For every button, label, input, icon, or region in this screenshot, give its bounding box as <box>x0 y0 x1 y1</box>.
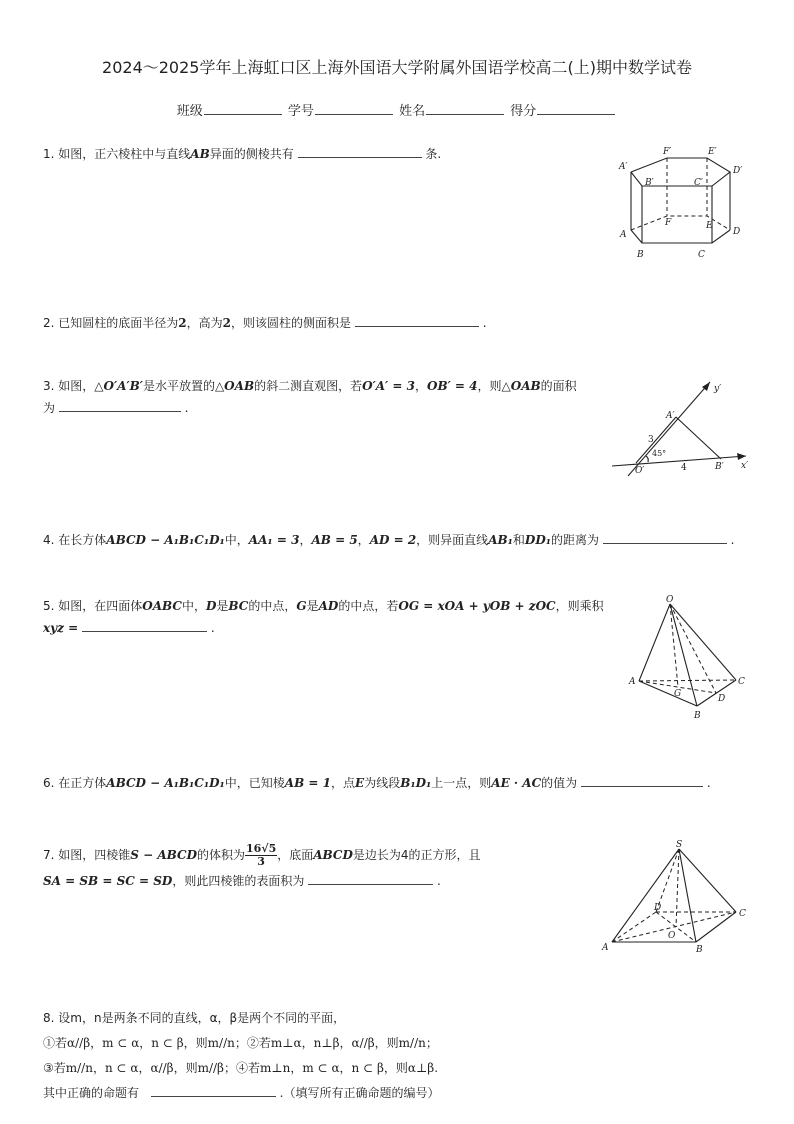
label-b-prime: B′ <box>645 178 654 188</box>
answer-blank-4[interactable] <box>603 531 727 544</box>
class-label: 班级 <box>176 104 203 119</box>
question-3: 3. 如图，△O′A′B′是水平放置的△OAB的斜二测直观图，若O′A′ = 3，OB′ = 4，则△OAB的面积 为 . <box>43 379 577 415</box>
label-c-q7: C <box>739 909 746 919</box>
label-angle-45: 45° <box>652 449 667 458</box>
question-8: 8. 设m，n是两条不同的直线，α，β是两个不同的平面， ①若α//β，m ⊂ α，n ⊂ β，则m//n；②若m⊥α，n⊥β，α//β，则m//n； ③若m//n，n ⊂ α，α//β，则m//β；④若m⊥n，m ⊂ α，n ⊂ β，则α⊥β. 其中正确的命题有 .（填写所有正确命题的编号） <box>43 1011 440 1100</box>
answer-blank-1[interactable] <box>298 145 422 158</box>
label-a: A <box>620 230 627 240</box>
question-4: 4. 在长方体ABCD − A₁B₁C₁D₁中，AA₁ = 3，AB = 5，AD = 2，则异面直线AB₁和DD₁的距离为 . <box>43 533 735 547</box>
label-c-prime: C′ <box>694 178 703 188</box>
answer-blank-6[interactable] <box>581 774 703 787</box>
score-field[interactable] <box>537 102 615 115</box>
tetrahedron-figure <box>626 593 756 725</box>
label-d-q5: D <box>718 694 726 704</box>
question-5: 5. 如图，在四面体OABC中，D是BC的中点，G是AD的中点，若OG = xOA + yOB + zOC，则乘积 xyz = . <box>43 599 604 635</box>
label-f-prime: F′ <box>663 147 672 157</box>
name-label: 姓名 <box>399 104 426 119</box>
answer-blank-8[interactable] <box>151 1084 276 1097</box>
answer-blank-7[interactable] <box>308 872 433 885</box>
label-o-q7: O <box>668 931 676 941</box>
student-id-field[interactable] <box>315 102 393 115</box>
label-a-prime-q3: A′ <box>666 411 675 421</box>
page-title: 2024～2025学年上海虹口区上海外国语大学附属外国语学校高二(上)期中数学试卷 <box>102 58 692 77</box>
name-field[interactable] <box>426 102 504 115</box>
question-7: 7. 如图，四棱锥S − ABCD的体积为 $\frac{16√5}{3}$ ，底面ABCD是边长为4的正方形，且 SA = SB = SC = SD，则此四棱锥的表面积为 . <box>43 842 481 888</box>
student-info-row <box>0 100 794 119</box>
label-a-q7: A <box>602 943 609 953</box>
label-d: D <box>733 227 741 237</box>
label-e: E <box>706 221 713 231</box>
proposition-line-2: ③若m//n，n ⊂ α，α//β，则m//β；④若m⊥n，m ⊂ α，n ⊂ β，则α⊥β. <box>43 1061 439 1075</box>
label-o: O <box>666 595 674 605</box>
label-e-prime: E′ <box>708 147 717 157</box>
label-d-q7: D <box>654 903 662 913</box>
proposition-line-1: ①若α//β，m ⊂ α，n ⊂ β，则m//n；②若m⊥α，n⊥β，α//β，则m//n； <box>43 1036 438 1050</box>
question-6: 6. 在正方体ABCD − A₁B₁C₁D₁中，已知棱AB = 1，点E为线段B₁D₁上一点，则AE · AC的值为 . <box>43 776 711 790</box>
oblique-projection-figure <box>606 376 766 486</box>
class-field[interactable] <box>204 102 282 115</box>
label-c-q5: C <box>738 677 745 687</box>
label-o-prime: O′ <box>635 466 645 476</box>
answer-blank-2[interactable] <box>355 314 479 327</box>
label-length-4: 4 <box>681 463 687 473</box>
score-label: 得分 <box>510 104 537 119</box>
hexagonal-prism-figure <box>612 142 762 267</box>
label-y-prime: y′ <box>714 384 722 394</box>
pyramid-figure <box>598 838 758 960</box>
label-d-prime: D′ <box>733 166 743 176</box>
label-length-3: 3 <box>648 435 654 445</box>
label-b-q5: B <box>694 711 701 721</box>
label-b: B <box>637 250 644 260</box>
label-x-prime: x′ <box>741 461 749 471</box>
label-s: S <box>676 840 683 850</box>
student-id-label: 学号 <box>287 104 314 119</box>
answer-blank-5[interactable] <box>82 619 207 632</box>
answer-blank-3[interactable] <box>59 399 181 412</box>
label-a-prime: A′ <box>619 162 628 172</box>
label-b-q7: B <box>696 945 703 955</box>
question-1: 1. 如图，正六棱柱中与直线AB异面的侧棱共有 条. <box>43 147 442 161</box>
label-c: C <box>698 250 705 260</box>
label-f: F <box>665 218 672 228</box>
label-a-q5: A <box>629 677 636 687</box>
volume-fraction: $\frac{16√5}{3}$ <box>246 842 277 868</box>
label-g: G <box>674 689 682 699</box>
label-b-prime-q3: B′ <box>715 462 724 472</box>
question-2: 2. 已知圆柱的底面半径为2，高为2，则该圆柱的侧面积是 . <box>43 316 487 330</box>
